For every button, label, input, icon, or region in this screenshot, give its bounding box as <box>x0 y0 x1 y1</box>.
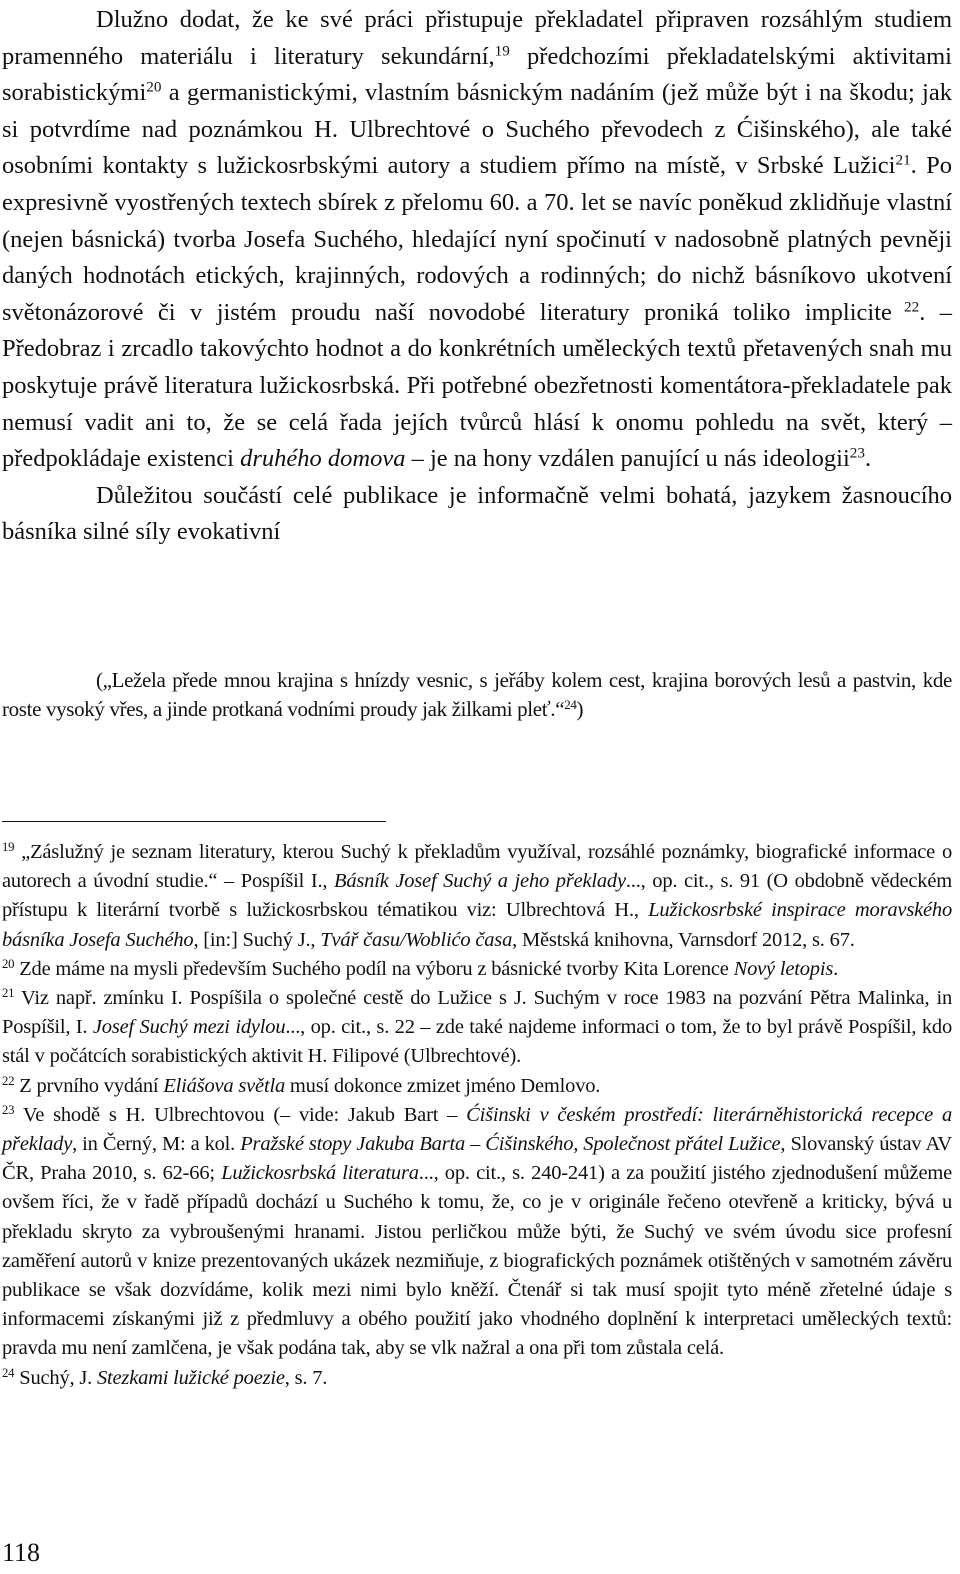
footnote-ref-20[interactable]: 20 <box>146 78 162 96</box>
footnote-number: 20 <box>2 956 15 971</box>
footnote-ref-24[interactable]: 24 <box>564 696 577 712</box>
page-number: 118 <box>2 1538 41 1567</box>
footnote-text: Zde máme na mysli především Suchého podíl na výboru z básnické tvorby Kita Lorence <box>14 957 734 980</box>
footnote-title: Ćišinski v českém prostředí: literárněhistorická recepce a překlady <box>2 1103 952 1156</box>
paragraph-text: předchozími překladatelskými aktivitami sorabistickými <box>2 42 952 107</box>
footnote-text: ..., op. cit., s. 91 (O obdobně vědeckém přístupu k literární tvorbě s lužickosrbskou tématikou viz: Ulbrechtová H., <box>2 870 952 922</box>
footnote-text: , [in:] Suchý J., <box>193 928 321 951</box>
footnote-number: 22 <box>2 1073 15 1088</box>
paragraph-text: – je na hony vzdálen panující u nás ideologii <box>405 445 850 473</box>
paragraph-text: Dlužno dodat, že ke své práci přistupuje překladatel připraven rozsáhlým studiem pramenného materiálu i literatury sekundární, <box>2 6 952 70</box>
footnote-text: Z prvního vydání <box>14 1074 164 1097</box>
paragraph-text: . – Předobraz i zrcadlo takovýchto hodnot a do konkrétních uměleckých textů přetavených snah mu poskytuje právě literatura lužickosrbská. Při potřebné obezřetnosti komentátora-překladatele pak nemusí vadit ani to, že se celá řada jejích tvůrců hlásí k onomu pohledu na svět, který – předpokládaje existenci <box>2 298 952 473</box>
footnote-number: 19 <box>2 840 15 855</box>
paragraph-text: . Po expresivně vyostřených textech sbírek z přelomu 60. a 70. let se navíc poněkud zklidňuje vlastní (nejen básnická) tvorba Josefa Suchého, hledající nyní spočinutí v nadosobně platných pevněji daných hodnotách etických, krajinných, rodových a rodinných; do nichž básníkovo ukotvení světonázorové či v jistém proudu naší novodobé literatury proniká toliko implicite <box>2 152 952 326</box>
footnote-ref-21[interactable]: 21 <box>895 152 911 170</box>
footnote-title: Lužickosrbské inspirace moravského básníka Josefa Suchého <box>2 899 952 951</box>
footnote-divider <box>2 821 386 822</box>
footnote-text: , Slovanský ústav AV ČR, Praha 2010, s. 62-66; <box>2 1133 953 1185</box>
quote-close: ) <box>576 697 584 721</box>
block-quote <box>2 666 952 724</box>
quote-text: („Ležela přede mnou krajina s hnízdy vesnic, s jeřáby kolem cest, krajina borových lesů a pastvin, kde roste vysoký vřes, a jinde protkaná vodními proudy jak žilkami pleť.“ <box>2 668 952 721</box>
footnote-title: Pražské stopy Jakuba Barta – Ćišinského, Společnost přátel Lužice <box>240 1133 781 1156</box>
footnote-title: Eliášova světla <box>163 1074 285 1097</box>
footnote-text: „Záslužný je seznam literatury, kterou Suchý k překladům využíval, rozsáhlé poznámky, biografické informace o autorech a úvodní studie.“ – Pospíšil I., <box>2 841 952 893</box>
footnote-text: ..., op. cit., s. 240-241) a za použití jistého zjednodušení můžeme ovšem říci, že v řadě případů dochází u Suchého k tomu, že, co je v originále řečeno otevřeně a kriticky, bývá u překladu skryto za vybroušenými hranami. Jistou perličkou může býti, že Suchý ve svém úvodu sice profesní zaměření autorů v knize prezentovaných ukázek nezmiňuje, z biografických poznámek otištěných v samotném závěru publikace se však dozvídáme, kolik mezi nimi bylo kněží. Čtenář si tak musí spojit tyto méně zřetelné údaje s informacemi získanými již z předmluvy a obého použití jako vhodného doplnění k interpretaci uměleckých textů: pravda mu není zamlčena, je však podána tak, aby se vlk nažral a ona při tom zůstala celá. <box>2 1162 952 1360</box>
footnote-ref-19[interactable]: 19 <box>494 42 510 60</box>
paragraph-2 <box>2 478 952 551</box>
footnote-text: Suchý, J. <box>14 1366 97 1389</box>
footnote-text: , Městská knihovna, Varnsdorf 2012, s. 67. <box>512 928 855 951</box>
paragraph-text: a germanistickými, vlastním básnickým nadáním (jež může být i na škodu; jak si potvrdíme nad poznámkou H. Ulbrechtové o Suchého převodech z Ćišinského), ale také osobními kontakty s lužickosrbskými autory a studiem přímo na místě, v Srbské Lužici <box>2 79 952 180</box>
footnote-text: Ve shodě s H. Ulbrechtovou (– vide: Jakub Bart – <box>14 1103 467 1126</box>
footnote-ref-22[interactable]: 22 <box>891 298 920 316</box>
footnote-title: Lužickosrbská literatura <box>221 1162 419 1185</box>
footnote-19 <box>2 838 952 955</box>
footnote-text: . <box>833 957 839 980</box>
footnote-number: 21 <box>2 986 15 1001</box>
footnote-22 <box>2 1072 952 1101</box>
footnote-title: Stezkami lužické poezie <box>96 1366 285 1389</box>
footnote-title: Básník Josef Suchý a jeho překlady <box>334 870 626 893</box>
footnote-text: Viz např. zmínku I. Pospíšila o společné cestě do Lužice s J. Suchým v roce 1983 na pozvání Pětra Malinka, in Pospíšil, I. <box>2 987 952 1039</box>
footnote-20 <box>2 955 952 984</box>
footnote-ref-23[interactable]: 23 <box>849 444 865 462</box>
footnote-number: 24 <box>2 1365 15 1380</box>
footnotes-section <box>2 838 952 1393</box>
main-text <box>2 2 952 551</box>
emphasis-text: druhého domova <box>240 445 406 473</box>
footnote-title: Nový letopis <box>733 957 834 980</box>
footnote-text: musí dokonce zmizet jméno Demlovo. <box>285 1074 601 1097</box>
paragraph-text: Důležitou součástí celé publikace je informačně velmi bohatá, jazykem žasnoucího básníka silné síly evokativní <box>2 481 952 546</box>
footnote-title: Tvář času/Woblićo časa <box>320 928 513 951</box>
paragraph-text: . <box>864 445 872 473</box>
footnote-text: , s. 7. <box>284 1366 328 1389</box>
footnote-24 <box>2 1364 952 1393</box>
footnote-text: ..., op. cit., s. 22 – zde také najdeme informaci o tom, že to byl právě Pospíšil, kdo stál v počátcích sorabistických aktivit H. Filipové (Ulbrechtové). <box>2 1016 952 1068</box>
footnote-23 <box>2 1101 952 1364</box>
footnote-21 <box>2 984 952 1072</box>
paragraph-1 <box>2 2 952 478</box>
footnote-text: , in Černý, M: a kol. <box>72 1133 241 1156</box>
footnote-number: 23 <box>2 1102 15 1117</box>
footnote-title: Josef Suchý mezi idylou <box>92 1016 286 1039</box>
